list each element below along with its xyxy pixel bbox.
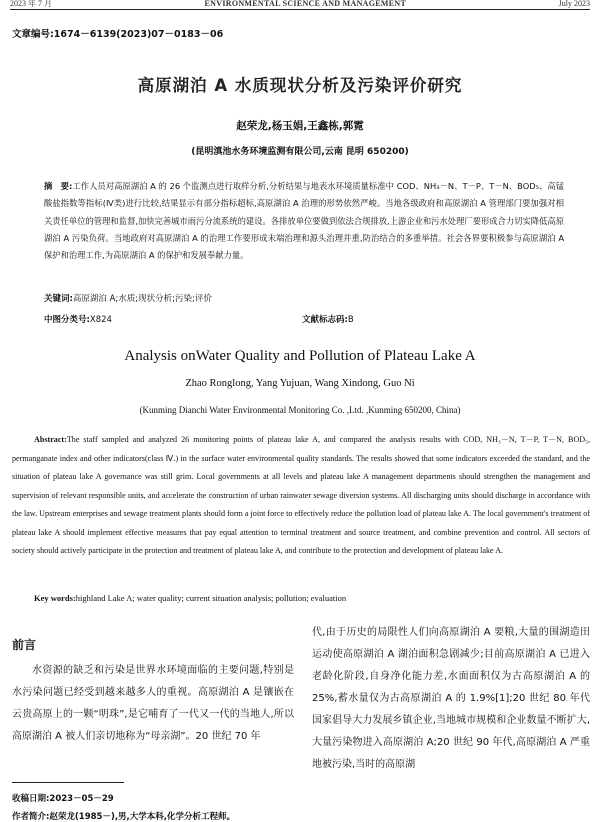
abstract-en-text: The staff sampled and analyzed 26 monitoring points of plateau lake A, and compared the analysis results with COD, NH₃－N, T－P, T－N, BOD₅, permanganate index and other indicators(class Ⅳ.) in the surface water environmental quality standards. The results showed that some indicators exceeded the standard, and the situation of plateau lake A governance was still grim. Local governments at all levels and plateau lake A management departments should strengthen the management and supervision of relevant responsible units, and accelerate the construction of urban rainwater sewage diversion systems. All discharging units should discharge in accordance with the law. Upstream enterprises and sewage treatment plants should form a joint force to effectively reduce the pollution load of plateau lake A. The local government's treatment of plateau lake A should implement effective measures that pay equal attention to terminal treatment and source treatment, and combine prevention and control. All sectors of society should actively participate in the protection and treatment of plateau lake A, and contribute to the protection and development of plateau lake A. [12, 435, 590, 555]
footnote-author-bio: 作者简介:赵荣龙(1985－),男,大学本科,化学分析工程师。 [12, 812, 236, 822]
classification-line [44, 313, 564, 325]
keywords-en-text: highland Lake A; water quality; current situation analysis; pollution; evaluation [75, 593, 347, 603]
body-column-left [12, 622, 294, 820]
body-paragraph-left: 水资源的缺乏和污染是世界水环境面临的主要问题,特别是水污染问题已经受到越来越多人的重视。高原湖泊 A 是镶嵌在云贵高原上的一颗“明珠”,是它哺育了一代又一代的当地人,所以高原湖泊 A 被人们亲切地称为“母亲湖”。20 世纪 70 年 [12, 665, 294, 742]
authors-en: Zhao Ronglong, Yang Yujuan, Wang Xindong, Guo Ni [185, 378, 415, 389]
document-code [302, 313, 354, 325]
keywords-cn [44, 292, 564, 304]
clc-value: X824 [89, 315, 112, 325]
doc-code-label: 文献标志码: [302, 315, 348, 325]
footnote-divider [12, 782, 124, 783]
footnote-received-date: 收稿日期:2023－05－29 [12, 794, 114, 804]
keywords-en [34, 593, 584, 603]
running-header [10, 0, 590, 10]
abstract-en-label: Abstract: [34, 435, 67, 444]
affiliation-cn: (昆明滇池水务环境监测有限公司,云南 昆明 650200) [191, 147, 409, 157]
clc-label: 中图分类号: [44, 315, 90, 325]
abstract-cn-text: 工作人员对高原湖泊 A 的 26 个监测点进行取样分析,分析结果与地表水环境质量标准中 COD、NH₃－N、T－P、T－N、BOD₅、高锰酸盐指数等指标(Ⅳ类)进行比较,结果显示有部分指标超标,高原湖泊 A 治理的形势依然严峻。当地各级政府和高原湖泊 A 管理部门要加强对相关责任单位的管理和监督,加快完善城市雨污分流系统的建设。各排放单位要做到依法合规排放,上游企业和污水处理厂要形成合力切实降低高原湖泊 A 污染负荷。当地政府对高原湖泊 A 的治理工作要形成末端治理和源头治理并重,防治结合的多重举措。社会各界要积极参与高原湖泊 A 保护和治理工作,为高原湖泊 A 的保护和发展奉献力量。 [44, 181, 565, 261]
doc-code-value: B [347, 315, 354, 325]
authors-cn: 赵荣龙,杨玉娟,王鑫栋,郭霓 [236, 120, 364, 132]
title-cn: 高原湖泊 A 水质现状分析及污染评价研究 [137, 76, 463, 95]
body-column-right [312, 622, 590, 820]
article-number: 文章编号:1674－6139(2023)07－0183－06 [12, 29, 224, 40]
affiliation-en: (Kunming Dianchi Water Environmental Monitoring Co. ,Ltd. ,Kunming 650200, China) [139, 405, 461, 415]
header-date-cn: 2023 年 7 月 [10, 0, 52, 8]
keywords-cn-text: 高原湖泊 A;水质;现状分析;污染;评价 [72, 294, 212, 304]
body-paragraph-right: 代,由于历史的局限性人们向高原湖泊 A 要粮,大量的围湖造田运动使高原湖泊 A 湖泊面积急剧减少;目前高原湖泊 A 已进入老龄化阶段,自身净化能力差,水面面积仅为古高原湖泊 A 的 25%,蓄水量仅为古高原湖泊 A 的 1.9%[1];20 世纪 80 年代国家倡导大力发展乡镇企业,当地城市规模和企业数量不断扩大,大量污染物进入高原湖泊 A;20 世纪 90 年代,高原湖泊 A 严重地被污染,当时的高原湖 [312, 627, 590, 770]
keywords-cn-label: 关键词: [44, 294, 73, 304]
header-journal-name: ENVIRONMENTAL SCIENCE AND MANAGEMENT [204, 0, 407, 8]
abstract-cn [44, 178, 564, 264]
keywords-en-label: Key words: [34, 593, 76, 603]
header-date-en: July 2023 [558, 0, 590, 8]
title-en: Analysis onWater Quality and Pollution of Plateau Lake A [124, 348, 476, 364]
abstract-cn-label: 摘 要: [44, 181, 73, 191]
abstract-en [12, 431, 590, 561]
section-heading-preface: 前言 [12, 638, 37, 652]
